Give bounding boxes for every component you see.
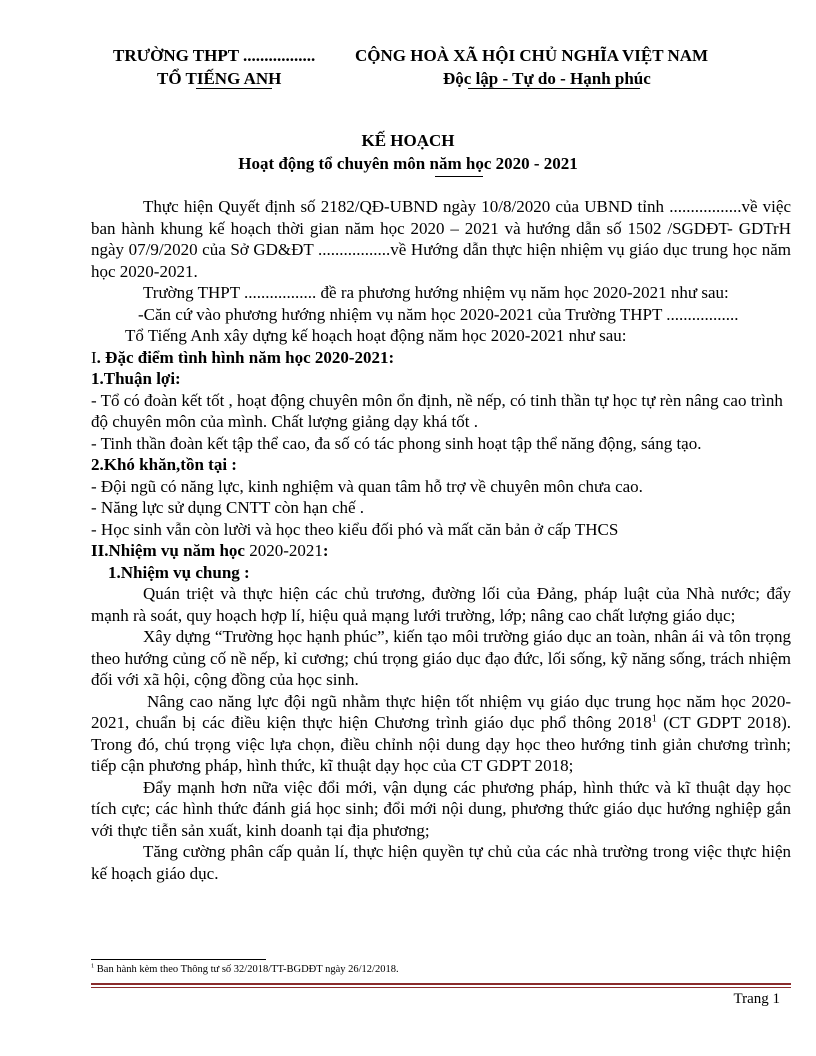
school-direction: Trường THPT ................. đề ra phương hướng nhiệm vụ năm học 2020-2021 như sau: <box>143 283 729 302</box>
task-paragraph: Đẩy mạnh hơn nữa việc đổi mới, vận dụng các phương pháp, hình thức và kĩ thuật dạy học tích cực; các hình thức đánh giá học sinh; đổi mới nội dung, phương thức giáo dục hướng nghiệp gắn với thực tiễn sản xuất, kinh doanh tại địa phương; <box>91 777 791 840</box>
footer-rule <box>91 983 791 985</box>
intro-paragraph: Thực hiện Quyết định số 2182/QĐ-UBND ngày 10/8/2020 của UBND tỉnh .................về việc ban hành khung kế hoạch thời gian năm học 2020 – 2021 và hướng dẫn số 1502 /SGDĐT- GDTrH ngày 07/9/2020 của Sở GD&ĐT .................về Hướng dẫn thực hiện nhiệm vụ giáo dục trung học năm học 2020-2021. <box>91 197 791 281</box>
general-tasks-heading: 1.Nhiệm vụ chung : <box>108 562 250 582</box>
basis-paragraph: -Căn cứ vào phương hướng nhiệm vụ năm học 2020-2021 của Trường THPT ................. <box>138 304 739 324</box>
task-paragraph: Xây dựng “Trường học hạnh phúc”, kiến tạo môi trường giáo dục an toàn, nhân ái và tôn trọng theo hướng củng cố nề nếp, kỉ cương; chú trọng giáo dục đạo đức, lối sống, kỹ năng sống, trách nhiệm đối với xã hội, cộng đồng của học sinh. <box>91 627 791 689</box>
document-body <box>91 196 791 884</box>
section-1-text: . Đặc điểm tình hình năm học 2020-2021: <box>96 347 395 367</box>
task-paragraph <box>91 691 791 777</box>
document-title: KẾ HOẠCH <box>361 131 455 150</box>
section-2-colon: : <box>322 541 329 560</box>
footnote-separator <box>91 959 266 960</box>
subtitle-underline <box>435 176 483 177</box>
advantage-item: - Tổ có đoàn kết tốt , hoạt động chuyên môn ổn định, nề nếp, có tinh thần tự học tự rèn nâng cao trình độ chuyên môn của mình. Chất lượng giảng dạy khá tốt . <box>91 390 783 431</box>
advantages-heading: 1.Thuận lợi: <box>91 369 181 388</box>
motto-underline <box>468 88 640 89</box>
task-text: (CT GDPT 2018). Trong đó, chú trọng việc lựa chọn, điều chỉnh nội dung dạy học theo hướng tinh giản chương trình; tiếp cận phương pháp, hình thức, kĩ thuật dạy học của CT GDPT 2018; <box>91 713 791 775</box>
difficulties-heading: 2.Khó khăn,tồn tại : <box>91 455 237 474</box>
department-underline <box>196 88 272 89</box>
difficulty-item: - Học sinh vẫn còn lười và học theo kiểu đối phó và mất căn bản ở cấp THCS <box>91 519 619 539</box>
task-text: Nâng cao năng lực đội ngũ nhằm thực hiện tốt nhiệm vụ giáo dục trung học năm học 2020-2021, chuẩn bị các điều kiện thực hiện Chương trình giáo dục phổ thông 2018 <box>91 691 791 732</box>
advantage-item: - Tinh thần đoàn kết tập thể cao, đa số có tác phong sinh hoạt tập thể năng động, sáng tạo. <box>91 433 702 453</box>
difficulty-item: - Đội ngũ có năng lực, kinh nghiệm và quan tâm hỗ trợ về chuyên môn chưa cao. <box>91 476 643 496</box>
school-name: TRƯỜNG THPT ................. <box>113 46 316 65</box>
difficulty-item: - Năng lực sử dụng CNTT còn hạn chế . <box>91 498 365 517</box>
page-number: Trang 1 <box>733 991 780 1007</box>
task-paragraph: Tăng cường phân cấp quản lí, thực hiện quyền tự chủ của các nhà trường trong việc thực hiện kế hoạch giáo dục. <box>91 842 791 883</box>
task-paragraph: Quán triệt và thực hiện các chủ trương, đường lối của Đảng, pháp luật của Nhà nước; đẩy mạnh rà soát, quy hoạch hợp lí, hiệu quả mạng lưới trường, lớp; nâng cao chất lượng giáo dục; <box>91 584 791 625</box>
document-subtitle: Hoạt động tổ chuyên môn năm học 2020 - 2021 <box>238 154 578 173</box>
footnote <box>91 964 399 975</box>
section-1-number: I <box>91 347 97 367</box>
footer-rule-thin <box>91 987 791 988</box>
footnote-text: Ban hành kèm theo Thông tư số 32/2018/TT-BGDĐT ngày 26/12/2018. <box>94 964 399 975</box>
nation-heading: CỘNG HOÀ XÃ HỘI CHỦ NGHĨA VIỆT NAM <box>355 46 709 65</box>
plan-intro: Tổ Tiếng Anh xây dựng kế hoạch hoạt động năm học 2020-2021 như sau: <box>125 326 627 345</box>
department-name: TỔ TIẾNG ANH <box>157 69 282 88</box>
section-1-heading <box>91 347 791 369</box>
footnote-mark: 1 <box>91 962 95 970</box>
section-2-heading <box>91 540 791 562</box>
section-2-year: 2020-2021 <box>249 541 323 560</box>
section-2-label: II.Nhiệm vụ năm học <box>91 541 250 560</box>
nation-motto: Độc lập - Tự do - Hạnh phúc <box>443 69 651 88</box>
footnote-ref[interactable]: 1 <box>651 713 657 725</box>
